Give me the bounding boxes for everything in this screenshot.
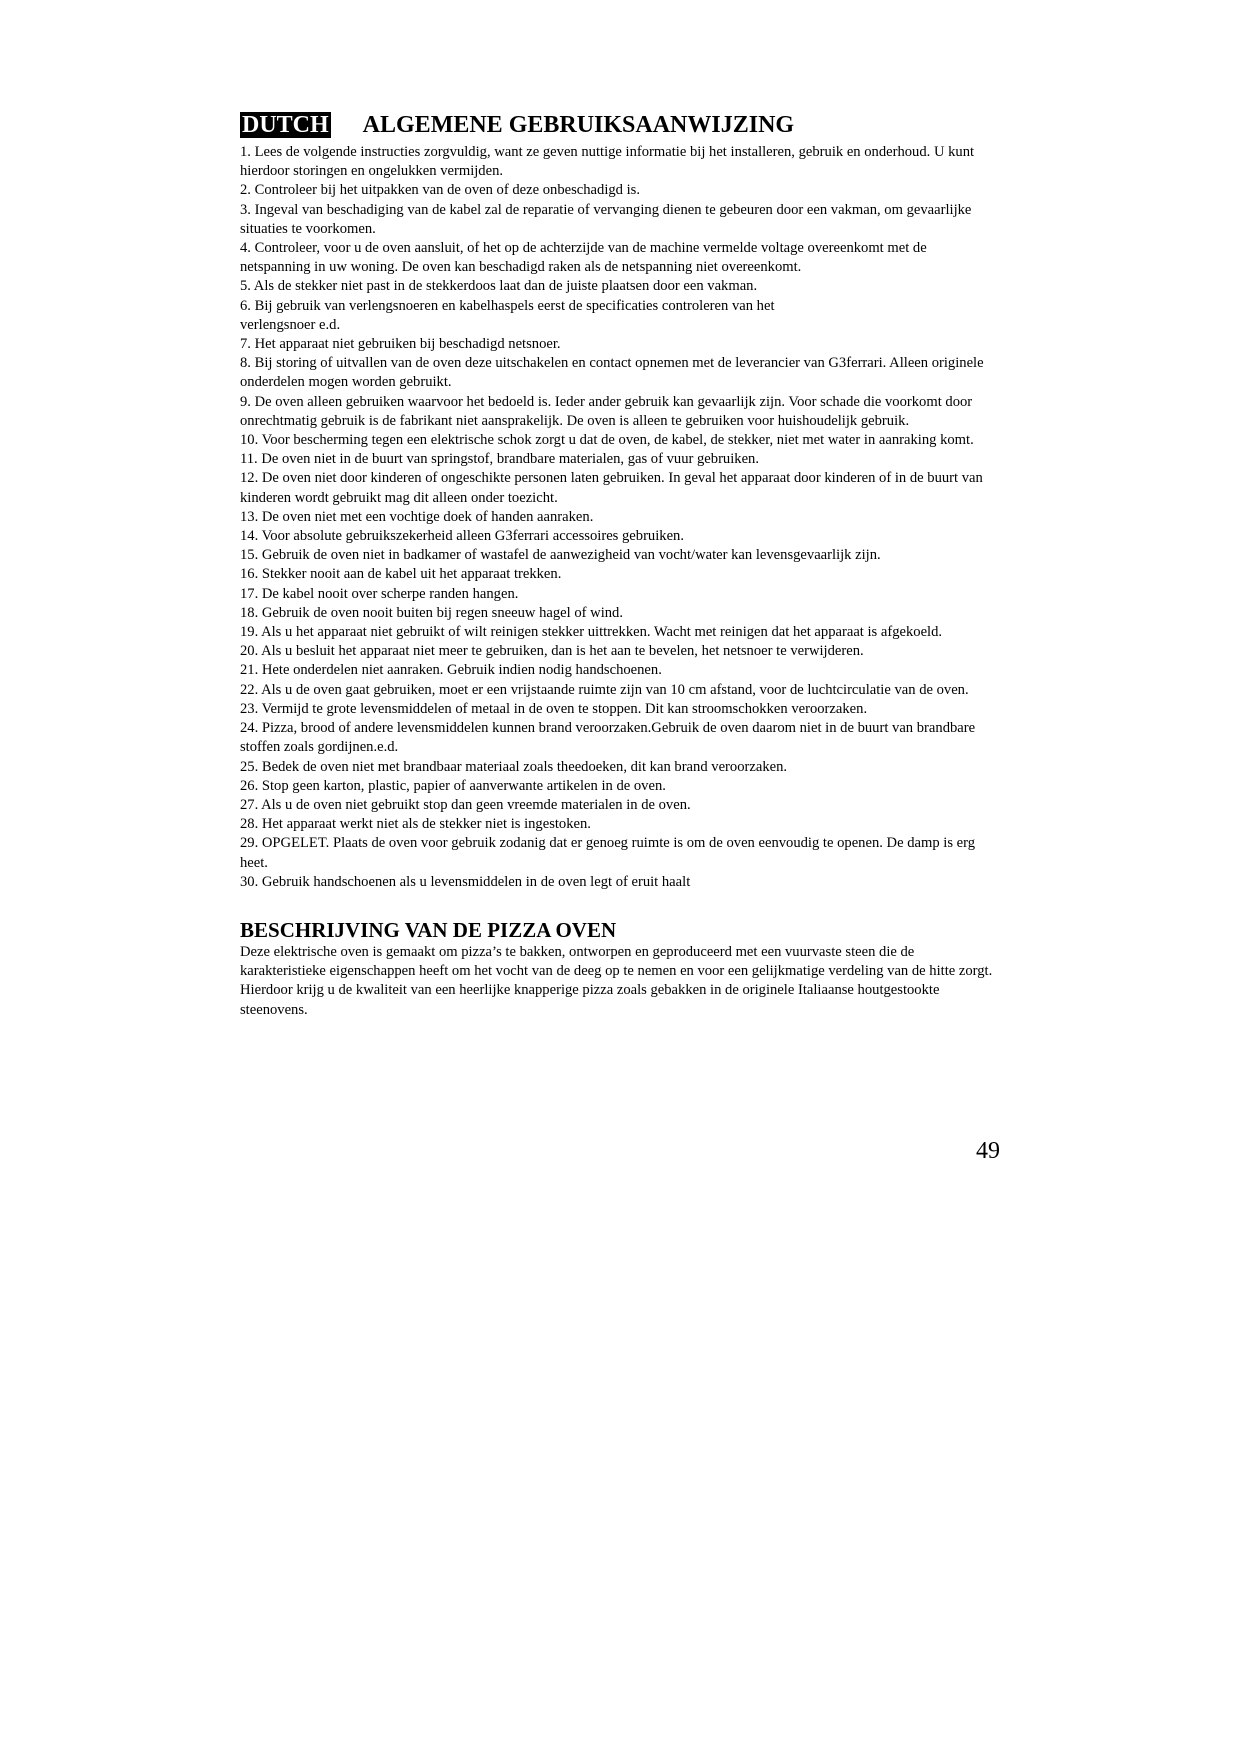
- instruction-item: verlengsnoer e.d.: [240, 316, 341, 333]
- instruction-item: 17. De kabel nooit over scherpe randen hangen.: [240, 585, 519, 602]
- instruction-item: 29. OPGELET. Plaats de oven voor gebruik zodanig dat er genoeg ruimte is om de oven eenvoudig te openen. De damp is erg heet.: [240, 835, 976, 871]
- instruction-item: 7. Het apparaat niet gebruiken bij beschadigd netsnoer.: [240, 336, 561, 353]
- instruction-item: 25. Bedek de oven niet met brandbaar materiaal zoals theedoeken, dit kan brand veroorzaken.: [240, 758, 788, 775]
- instruction-item: 1. Lees de volgende instructies zorgvuldig, want ze geven nuttige informatie bij het installeren, gebruik en onderhoud. U kunt hierdoor storingen en ongelukken vermijden.: [240, 144, 975, 180]
- instruction-item: 3. Ingeval van beschadiging van de kabel zal de reparatie of vervanging dienen te gebeuren door een vakman, om gevaarlijke situaties te voorkomen.: [240, 201, 972, 237]
- instruction-item: 8. Bij storing of uitvallen van de oven deze uitschakelen en contact opnemen met de leverancier van G3ferrari. Alleen originele onderdelen mogen worden gebruikt.: [240, 355, 984, 391]
- manual-page: [240, 112, 1000, 1020]
- instruction-item: 26. Stop geen karton, plastic, papier of aanverwante artikelen in de oven.: [240, 777, 666, 794]
- page-title: ALGEMENE GEBRUIKSAANWIJZING: [362, 112, 795, 138]
- instruction-item: 4. Controleer, voor u de oven aansluit, of het op de achterzijde van de machine vermelde voltage overeenkomt met de netspanning in uw woning. De oven kan beschadigd raken als de netspanning niet overeenkomt.: [240, 240, 927, 276]
- instruction-item: 9. De oven alleen gebruiken waarvoor het bedoeld is. Ieder ander gebruik kan gevaarlijk zijn. Voor schade die voorkomt door onrechtmatig gebruik is de fabrikant niet aansprakelijk. De oven is alleen te gebruiken voor huishoudelijk gebruik.: [240, 393, 973, 429]
- instruction-item: 15. Gebruik de oven niet in badkamer of wastafel de aanwezigheid van vocht/water kan levensgevaarlijk zijn.: [240, 547, 881, 564]
- instruction-item: 27. Als u de oven niet gebruikt stop dan geen vreemde materialen in de oven.: [240, 796, 691, 813]
- description-paragraph: Deze elektrische oven is gemaakt om pizza’s te bakken, ontworpen en geproduceerd met een vuurvaste steen die de karakteristieke eigenschappen heeft om het vocht van de deeg op te nemen en voor een gelijkmatige verdeling van de hitte zorgt. Hierdoor krijg u de kwaliteit van een heerlijke knapperige pizza zoals gebakken in de originele Italiaanse houtgestookte steenovens.: [240, 943, 993, 1018]
- instruction-item: 16. Stekker nooit aan de kabel uit het apparaat trekken.: [240, 566, 562, 583]
- instruction-item: 13. De oven niet met een vochtige doek of handen aanraken.: [240, 508, 594, 525]
- instruction-item: 14. Voor absolute gebruikszekerheid alleen G3ferrari accessoires gebruiken.: [240, 528, 684, 545]
- description-heading: BESCHRIJVING VAN DE PIZZA OVEN: [240, 917, 617, 942]
- page-number: 49: [976, 1138, 1000, 1164]
- instruction-item: 6. Bij gebruik van verlengsnoeren en kabelhaspels eerst de specificaties controleren van het: [240, 297, 775, 314]
- instruction-item: 19. Als u het apparaat niet gebruikt of wilt reinigen stekker uittrekken. Wacht met reinigen dat het apparaat is afgekoeld.: [240, 624, 943, 641]
- instruction-item: 24. Pizza, brood of andere levensmiddelen kunnen brand veroorzaken.Gebruik de oven daarom niet in de buurt van brandbare stoffen zoals gordijnen.e.d.: [240, 720, 976, 756]
- instruction-item: 10. Voor bescherming tegen een elektrische schok zorgt u dat de oven, de kabel, de stekker, niet met water in aanraking komt.: [240, 432, 974, 449]
- page-header: [240, 112, 1000, 142]
- instruction-item: 11. De oven niet in de buurt van springstof, brandbare materialen, gas of vuur gebruiken.: [240, 451, 760, 468]
- instruction-item: 20. Als u besluit het apparaat niet meer te gebruiken, dan is het aan te bevelen, het netsnoer te verwijderen.: [240, 643, 864, 660]
- instruction-item: 28. Het apparaat werkt niet als de stekker niet is ingestoken.: [240, 816, 591, 833]
- instruction-item: 12. De oven niet door kinderen of ongeschikte personen laten gebruiken. In geval het apparaat door kinderen of in de buurt van kinderen wordt gebruikt mag dit alleen onder toezicht.: [240, 470, 983, 506]
- instruction-item: 22. Als u de oven gaat gebruiken, moet er een vrijstaande ruimte zijn van 10 cm afstand, voor de luchtcirculatie van de oven.: [240, 681, 969, 698]
- instruction-item: 23. Vermijd te grote levensmiddelen of metaal in de oven te stoppen. Dit kan stroomschokken veroorzaken.: [240, 700, 868, 717]
- instruction-item: 30. Gebruik handschoenen als u levensmiddelen in de oven legt of eruit haalt: [240, 873, 691, 890]
- instruction-item: 2. Controleer bij het uitpakken van de oven of deze onbeschadigd is.: [240, 182, 640, 199]
- instruction-item: 5. Als de stekker niet past in de stekkerdoos laat dan de juiste plaatsen door een vakman.: [240, 278, 758, 295]
- instruction-item: 18. Gebruik de oven nooit buiten bij regen sneeuw hagel of wind.: [240, 604, 623, 621]
- instruction-list: [240, 143, 1000, 892]
- language-badge: DUTCH: [242, 112, 329, 138]
- instruction-item: 21. Hete onderdelen niet aanraken. Gebruik indien nodig handschoenen.: [240, 662, 662, 679]
